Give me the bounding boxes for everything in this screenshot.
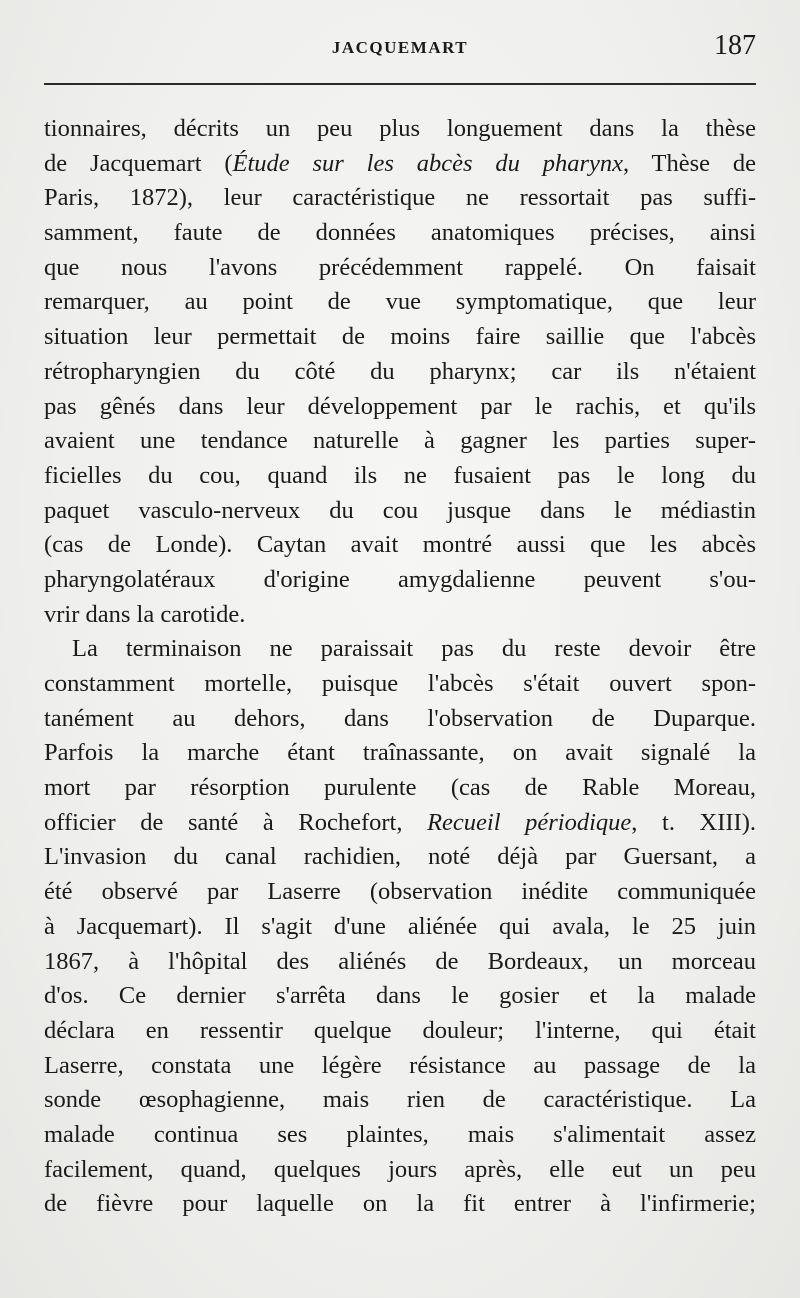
text-line: 1867, à l'hôpital des aliénés de Bordeaux, un morceau [44, 947, 756, 975]
text-line: (cas de Londe). Caytan avait montré aussi que les abcès [44, 531, 756, 559]
paragraph-2 [44, 632, 756, 1222]
text-line: déclara en ressentir quelque douleur; l'interne, qui était [44, 1016, 756, 1044]
text-line: samment, faute de données anatomiques précises, ainsi [44, 219, 756, 247]
text-line: rétropharyngien du côté du pharynx; car ils n'étaient [44, 357, 756, 385]
italic-title: Recueil périodique [427, 808, 632, 836]
text-line: tionnaires, décrits un peu plus longuement dans la thèse [44, 115, 756, 142]
text-line: pas gênés dans leur développement par le rachis, et qu'ils [44, 392, 756, 420]
page-header [44, 30, 756, 70]
body-text [44, 112, 756, 1222]
text-line: été observé par Laserre (observation inédite communiquée [44, 878, 756, 906]
text-line: que nous l'avons précédemment rappelé. On faisait [44, 253, 756, 281]
text-line: mort par résorption purulente (cas de Rable Moreau, [44, 774, 756, 802]
text-line: sonde œsophagienne, mais rien de caractéristique. La [44, 1086, 756, 1114]
italic-title: Étude sur les abcès du pharynx [232, 149, 623, 177]
text-line: Paris, 1872), leur caractéristique ne ressortait pas suffi- [44, 184, 756, 212]
text-line: constamment mortelle, puisque l'abcès s'était ouvert spon- [44, 670, 756, 697]
text-line: de fièvre pour laquelle on la fit entrer à l'infirmerie; [44, 1190, 756, 1218]
text-line: paquet vasculo-nerveux du cou jusque dans le médiastin [44, 496, 756, 524]
text-line: L'invasion du canal rachidien, noté déjà par Guersant, a [44, 843, 756, 871]
text-line: vrir dans la carotide. [44, 600, 246, 628]
text-line: situation leur permettait de moins faire saillie que l'abcès [44, 323, 756, 351]
text-line: officier de santé à Rochefort, Recueil périodique, t. XIII). [44, 808, 756, 836]
text-line: tanément au dehors, dans l'observation de Duparque. [44, 704, 756, 732]
text-line: Laserre, constata une légère résistance au passage de la [44, 1051, 756, 1079]
paragraph-1 [44, 112, 756, 632]
text-line: Parfois la marche étant traînassante, on avait signalé la [44, 739, 756, 767]
text-line: avaient une tendance naturelle à gagner les parties super- [44, 427, 756, 455]
running-head: JACQUEMART [331, 38, 469, 57]
header-rule [44, 83, 756, 85]
text-line: La terminaison ne paraissait pas du reste devoir être [72, 635, 756, 663]
text-line: malade continua ses plaintes, mais s'alimentait assez [44, 1120, 756, 1148]
page-number: 187 [714, 30, 756, 61]
text-line: remarquer, au point de vue symptomatique, que leur [44, 288, 756, 316]
text-line: de Jacquemart (Étude sur les abcès du pharynx, Thèse de [44, 149, 756, 177]
text-line: pharyngolatéraux d'origine amygdalienne peuvent s'ou- [44, 565, 756, 593]
text-line: à Jacquemart). Il s'agit d'une aliénée qui avala, le 25 juin [44, 912, 756, 940]
text-line: d'os. Ce dernier s'arrêta dans le gosier et la malade [44, 982, 756, 1010]
text-line: facilement, quand, quelques jours après, elle eut un peu [44, 1155, 756, 1183]
text-line: ficielles du cou, quand ils ne fusaient pas le long du [44, 461, 756, 489]
